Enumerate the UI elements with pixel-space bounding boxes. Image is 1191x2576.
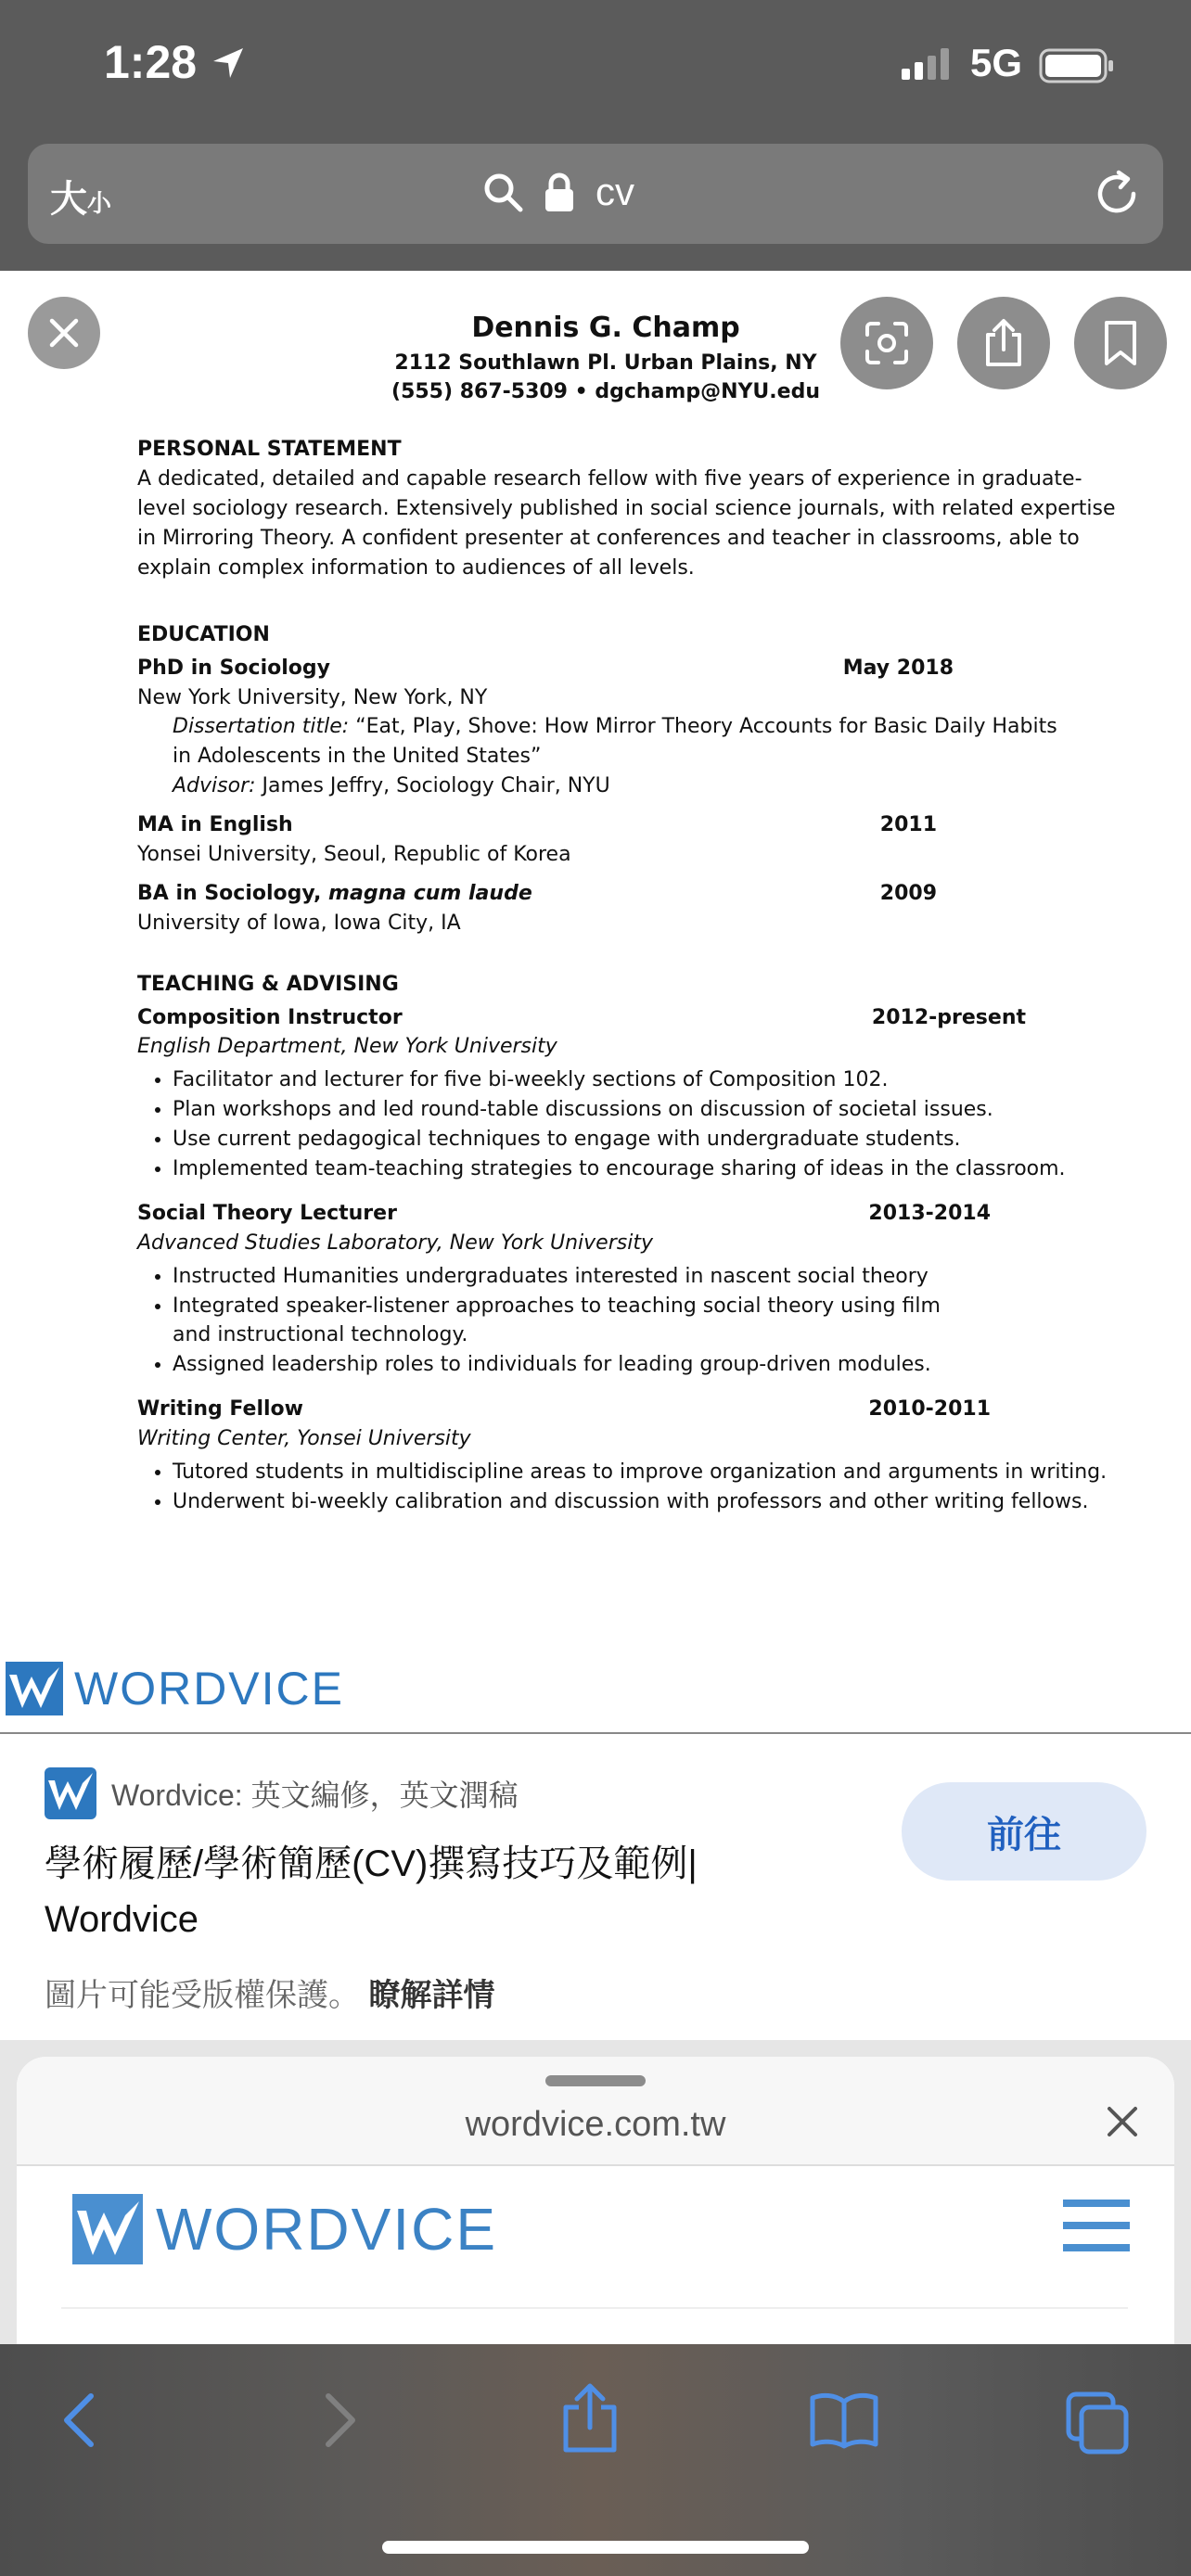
cv-dissertation bbox=[137, 712, 1063, 772]
bookmarks-button[interactable] bbox=[809, 2391, 879, 2455]
close-icon bbox=[1104, 2103, 1141, 2140]
home-indicator[interactable] bbox=[382, 2541, 809, 2554]
book-icon bbox=[809, 2391, 879, 2450]
bottom-toolbar bbox=[0, 2344, 1191, 2576]
cv-personal-statement: A dedicated, detailed and capable research fellow with five years of experience in graduate-level sociology research. Extensively published in social science journals, with related expertise in Mirroring Theory. A confident presenter at conferences and teacher in classrooms, able to explain complex information to audiences of all levels. bbox=[137, 467, 1116, 580]
cv-date: 2013-2014 bbox=[868, 1201, 991, 1225]
cv-bullet: • Facilitator and lecturer for five bi-weekly sections of Composition 102. bbox=[173, 1065, 1139, 1095]
address-bar[interactable] bbox=[28, 144, 1163, 244]
sheet-grabber[interactable] bbox=[545, 2075, 646, 2086]
share-icon bbox=[982, 318, 1025, 368]
cv-bullet-list bbox=[137, 1262, 1139, 1381]
wordvice-logo-icon bbox=[6, 1662, 63, 1715]
site-favicon-icon bbox=[45, 1767, 96, 1819]
goto-button[interactable]: 前往 bbox=[902, 1782, 1146, 1881]
bookmark-icon bbox=[1102, 319, 1139, 367]
cv-bullet: • Implemented team-teaching strategies to encourage sharing of ideas in the classroom. bbox=[173, 1154, 1139, 1184]
text-size-large-label: 大 bbox=[50, 179, 87, 220]
tabs-icon bbox=[1065, 2391, 1130, 2455]
share-icon bbox=[560, 2383, 620, 2454]
chevron-right-icon bbox=[315, 2391, 362, 2450]
status-bar bbox=[0, 0, 1191, 130]
search-icon bbox=[482, 172, 523, 217]
bookmark-image-button[interactable] bbox=[1074, 297, 1167, 389]
cv-school: Yonsei University, Seoul, Republic of Korea bbox=[137, 842, 571, 866]
forward-button[interactable] bbox=[315, 2391, 362, 2455]
location-arrow-icon bbox=[211, 46, 245, 84]
close-image-button[interactable] bbox=[28, 297, 100, 369]
sheet-header bbox=[17, 2057, 1174, 2166]
cv-date: 2009 bbox=[879, 881, 937, 905]
reload-icon[interactable] bbox=[1093, 170, 1141, 223]
cv-bullet: • Plan workshops and led round-table discussions on discussion of societal issues. bbox=[173, 1095, 1139, 1125]
cv-degree: MA in English bbox=[137, 813, 293, 837]
cv-dissertation-label: Dissertation title: bbox=[173, 715, 350, 739]
wordvice-watermark bbox=[6, 1662, 344, 1715]
share-button[interactable] bbox=[560, 2383, 620, 2458]
wordvice-logo-icon bbox=[72, 2194, 143, 2264]
text-size-small-label: 小 bbox=[87, 189, 112, 217]
cv-advisor-name: James Jeffry, Sociology Chair, NYU bbox=[262, 774, 610, 798]
divider bbox=[61, 2307, 1128, 2309]
cv-date: May 2018 bbox=[842, 656, 954, 680]
scan-icon bbox=[864, 320, 910, 366]
share-image-button[interactable] bbox=[957, 297, 1050, 389]
cv-bullet-list bbox=[137, 1458, 1139, 1517]
cv-job-place: English Department, New York University bbox=[137, 1035, 557, 1059]
cv-date: 2010-2011 bbox=[868, 1397, 991, 1422]
cv-date: 2011 bbox=[879, 813, 937, 837]
back-button[interactable] bbox=[58, 2391, 104, 2455]
cv-contact: (555) 867-5309 • dgchamp@NYU.edu bbox=[391, 380, 820, 404]
cv-bullet: • Tutored students in multidiscipline areas to improve organization and arguments in writing. bbox=[173, 1458, 1139, 1487]
cv-advisor-label: Advisor: bbox=[173, 774, 256, 798]
cv-content bbox=[137, 308, 1139, 1517]
battery-icon bbox=[1039, 48, 1115, 88]
status-time: 1:28 bbox=[104, 36, 198, 88]
tabs-button[interactable] bbox=[1065, 2391, 1130, 2460]
site-logo-text: WORDVICE bbox=[156, 2196, 497, 2263]
chevron-left-icon bbox=[58, 2391, 104, 2450]
watermark-text: WORDVICE bbox=[74, 1663, 344, 1715]
cv-advisor bbox=[137, 772, 1063, 801]
cv-school: New York University, New York, NY bbox=[137, 685, 488, 709]
network-label: 5G bbox=[970, 41, 1023, 84]
copyright-text: 圖片可能受版權保護。 bbox=[45, 1978, 360, 2013]
source-name: Wordvice: 英文編修，英文潤稿 bbox=[111, 1779, 519, 1812]
cv-address: 2112 Southlawn Pl. Urban Plains, NY bbox=[394, 351, 817, 375]
sheet-domain: wordvice.com.tw bbox=[465, 2105, 726, 2144]
cv-school: University of Iowa, Iowa City, IA bbox=[137, 911, 461, 935]
cv-name: Dennis G. Champ bbox=[471, 312, 740, 344]
source-row[interactable] bbox=[45, 1767, 519, 1819]
cv-bullet: • Integrated speaker-listener approaches to teaching social theory using film and instructional technology. bbox=[173, 1292, 970, 1351]
cv-section-heading: PERSONAL STATEMENT bbox=[137, 438, 402, 462]
learn-more-link[interactable]: 瞭解詳情 bbox=[368, 1978, 495, 2013]
image-result-card bbox=[0, 1734, 1191, 2040]
cv-date: 2012-present bbox=[871, 1005, 1026, 1029]
cv-honors: magna cum laude bbox=[328, 881, 532, 905]
visual-lookup-button[interactable] bbox=[840, 297, 933, 389]
cv-bullet: • Assigned leadership roles to individuals for leading group-driven modules. bbox=[173, 1350, 1139, 1380]
site-preview-sheet[interactable] bbox=[17, 2057, 1174, 2363]
lock-icon bbox=[544, 172, 575, 217]
cv-degree: BA in Sociology, bbox=[137, 881, 322, 905]
cv-job-title: Writing Fellow bbox=[137, 1397, 303, 1422]
cv-job-title: Composition Instructor bbox=[137, 1005, 403, 1029]
cv-bullet: • Use current pedagogical techniques to engage with undergraduate students. bbox=[173, 1125, 1139, 1154]
copyright-notice bbox=[45, 1970, 494, 2015]
sheet-close-button[interactable] bbox=[1104, 2103, 1141, 2145]
cv-job-place: Writing Center, Yonsei University bbox=[137, 1427, 471, 1451]
cv-job-title: Social Theory Lecturer bbox=[137, 1201, 397, 1225]
site-logo[interactable] bbox=[72, 2194, 497, 2264]
cv-section-heading: EDUCATION bbox=[137, 622, 270, 646]
close-icon bbox=[46, 315, 82, 351]
url-text[interactable]: cv bbox=[596, 170, 634, 213]
cv-bullet: • Instructed Humanities undergraduates interested in nascent social theory bbox=[173, 1262, 1139, 1292]
result-title[interactable]: 學術履歷/學術簡歷(CV)撰寫技巧及範例| Wordvice bbox=[45, 1843, 698, 1940]
cv-degree: PhD in Sociology bbox=[137, 656, 330, 680]
text-size-button[interactable] bbox=[50, 170, 111, 223]
signal-icon bbox=[902, 48, 957, 84]
cv-bullet: • Underwent bi-weekly calibration and discussion with professors and other writing fellows. bbox=[173, 1487, 1139, 1517]
cv-job-place: Advanced Studies Laboratory, New York University bbox=[137, 1231, 653, 1255]
cv-section-heading: TEACHING & ADVISING bbox=[137, 972, 399, 996]
menu-icon[interactable] bbox=[1063, 2198, 1130, 2258]
cv-dissertation-title: “Eat, Play, Shove: How Mirror Theory Accounts for Basic Daily Habits in Adolescents in the United States” bbox=[173, 715, 1057, 769]
cv-image[interactable] bbox=[0, 271, 1191, 1734]
cv-bullet-list bbox=[137, 1065, 1139, 1184]
